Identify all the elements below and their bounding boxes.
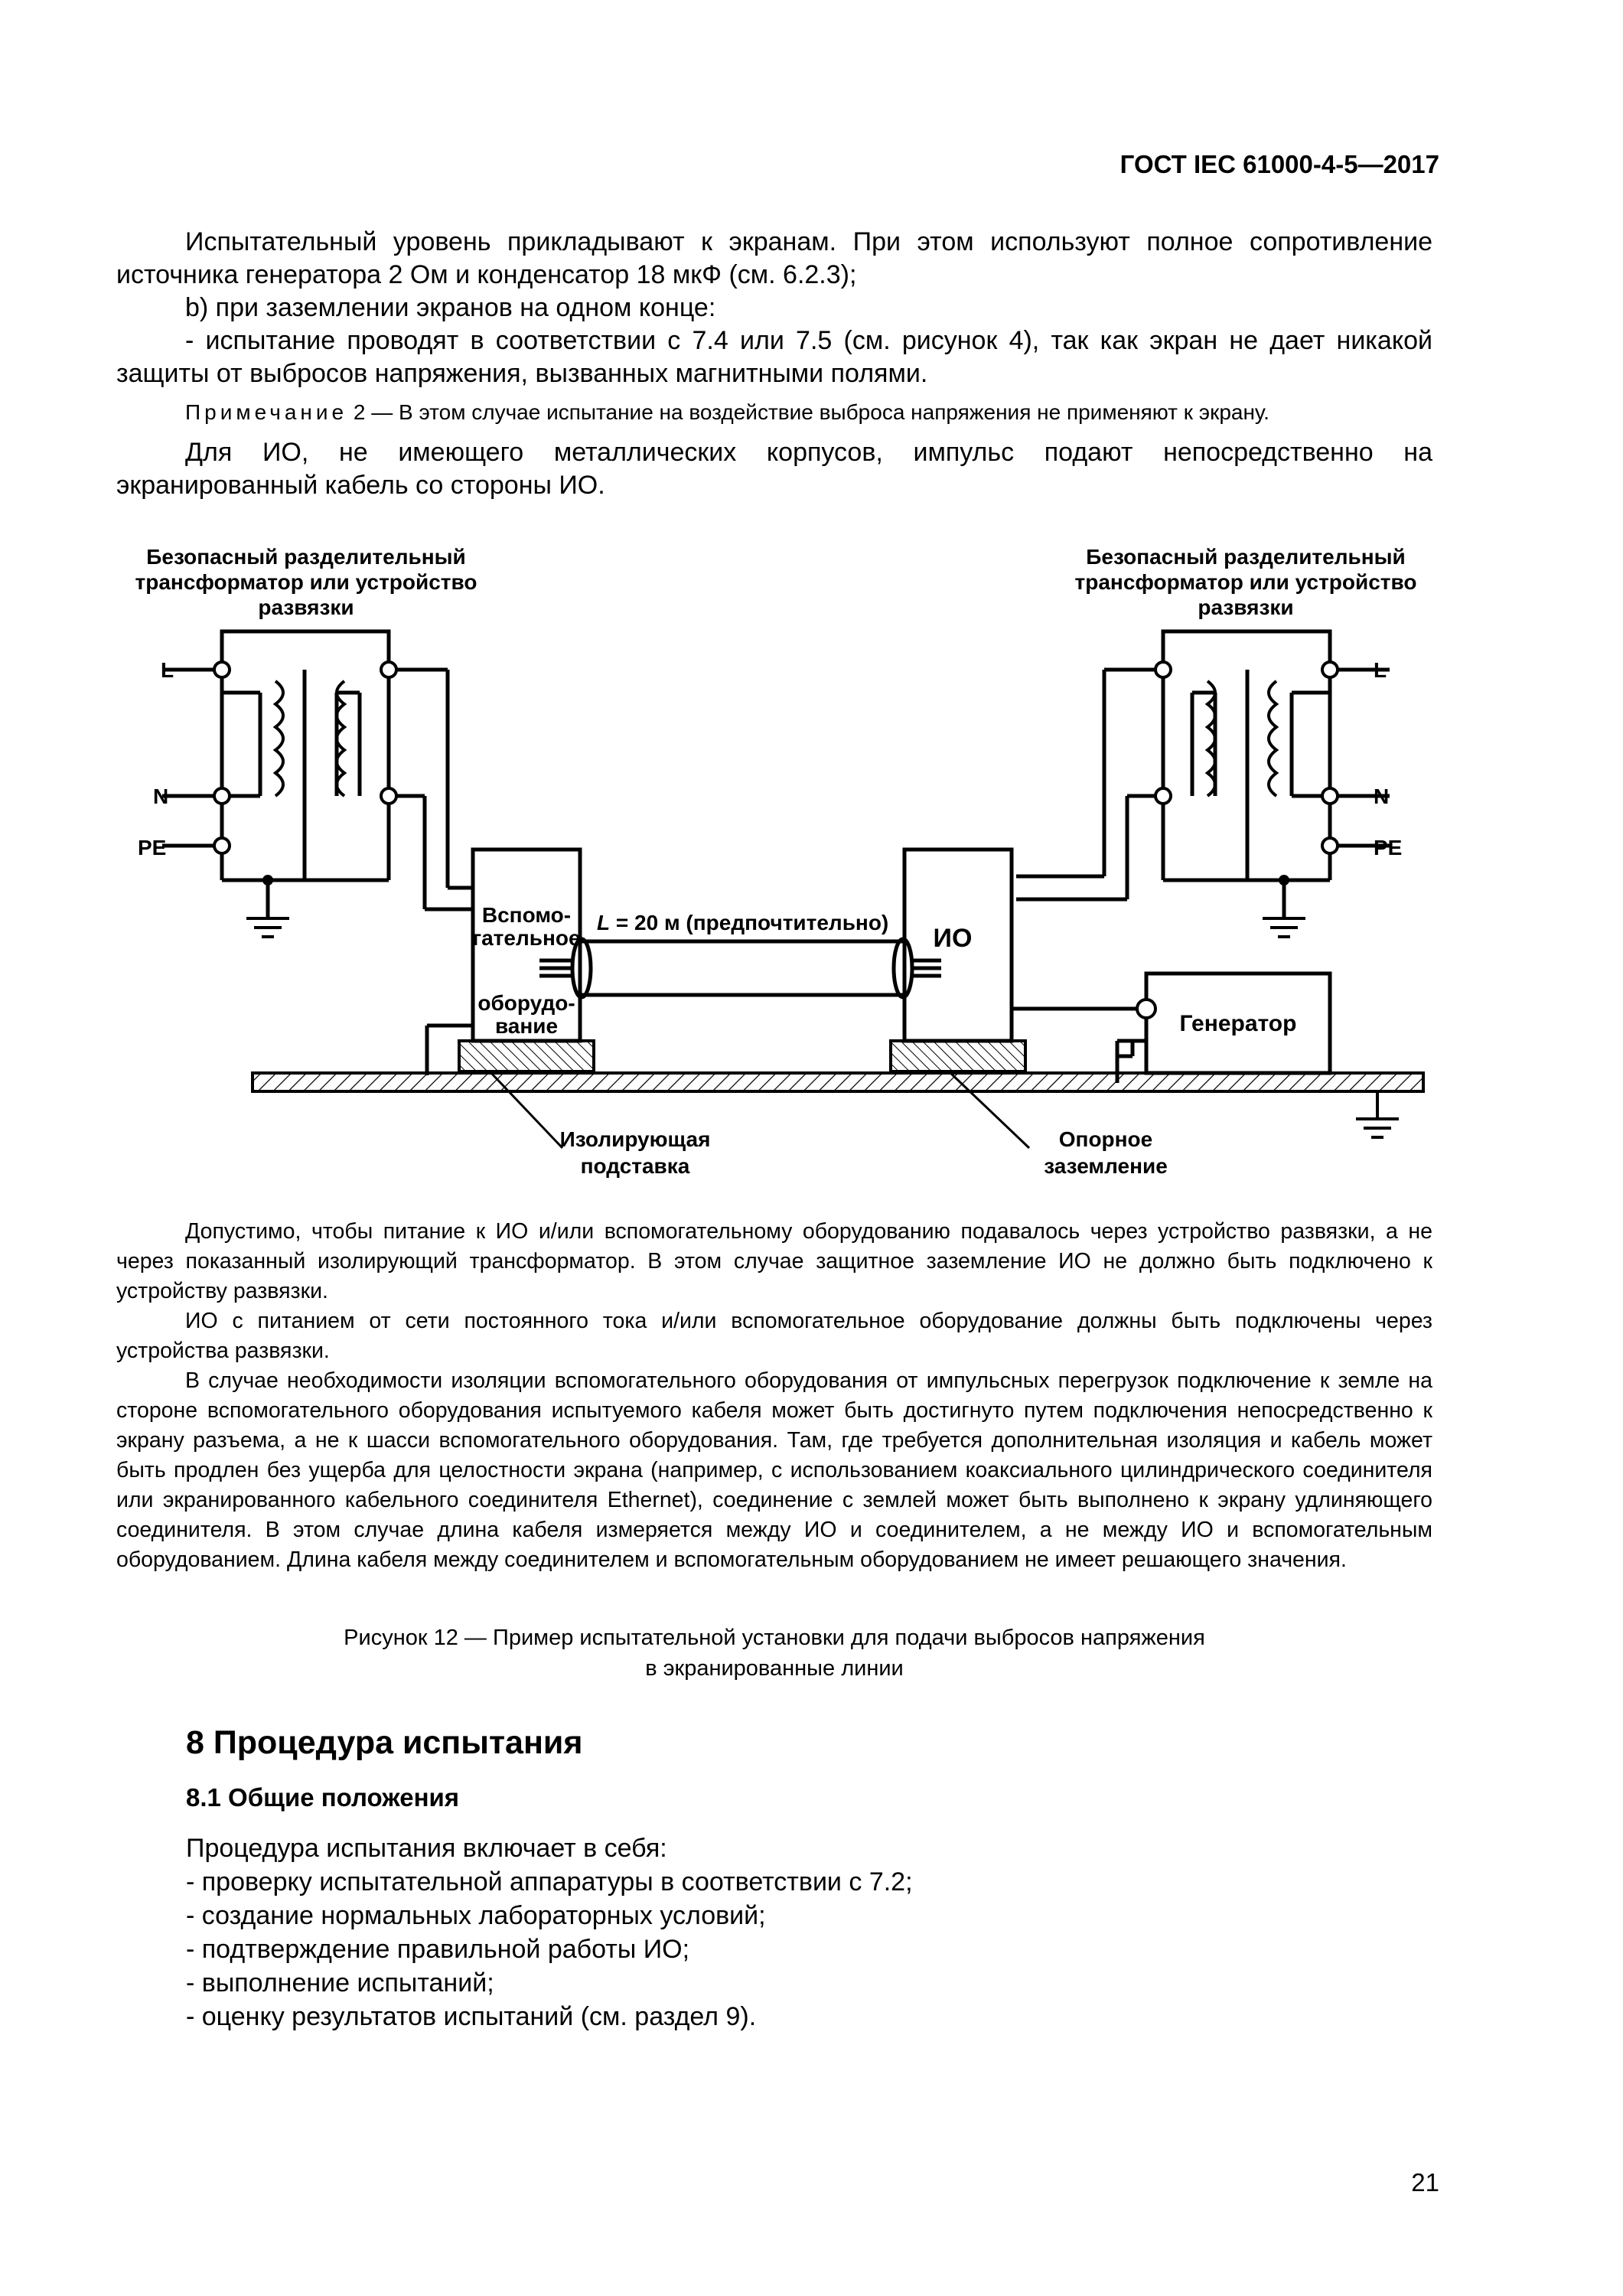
procedure-item: - оценку результатов испытаний (см. раздел 9). [186,2002,757,2031]
aux-label-4: вание [494,1014,559,1038]
generator-label: Генератор [1179,1011,1297,1036]
insulating-stand-left [459,1041,594,1071]
note-label: Примечание [185,400,348,424]
left-transformer-title-3: развязки [258,595,354,619]
paragraph-test-level: Испытательный уровень прикладывают к экранам. При этом используют полное сопротивление источника генератора 2 Ом и конденсатор 18 мкФ (см. 6.2.3); [116,227,1432,289]
left-coils [275,681,344,796]
right-label-l: L [1374,658,1387,682]
shielded-cable [539,939,941,997]
insulating-stand-right [891,1041,1025,1071]
standard-header: ГОСТ IEC 61000-4-5—2017 [1119,150,1439,178]
left-label-l: L [161,658,174,682]
figure-caption [116,1623,1432,1684]
eut-label: ИО [933,924,973,953]
procedure-item: - подтверждение правильной работы ИО; [186,1935,690,1964]
section-title: 8 Процедура испытания [186,1724,583,1761]
paragraph-single-end: b) при заземлении экранов на одном конце: [185,293,716,322]
insulating-stand-label-2: подставка [580,1154,690,1178]
left-transformer-title-2: трансформатор или устройство [135,570,477,594]
paragraph-non-metallic: Для ИО, не имеющего металлических корпусов, импульс подают непосредственно на экранированный кабель со стороны ИО. [116,438,1432,500]
left-transformer-title-1: Безопасный разделительный [146,545,466,569]
figure-note-1: Допустимо, чтобы питание к ИО и/или вспомогательному оборудованию подавалось через устройство развязки, а не через показанный изолирующий трансформатор. В этом случае защитное заземление ИО не должно быть подключено к устройству развязки. [116,1219,1432,1303]
aux-label-3: оборудо- [477,991,575,1015]
right-transformer-title-2: трансформатор или устройство [1074,570,1417,594]
intro-text [116,226,1432,502]
figure-note-3: В случае необходимости изоляции вспомогательного оборудования от импульсных перегрузок подключение к земле на стороне вспомогательного оборудования испытуемого кабеля может быть достигнуто путем подключения непосредственно к экрану разъема, а не к шасси вспомогательного оборудования. Там, где требуется дополнительная изоляция и кабель может быть продлен без ущерба для целостности экрана (например, с использованием коаксиального цилиндрического соединителя или экранированного кабельного соединителя Ethernet), соединение с землей может быть выполнено к экрану удлиняющего соединителя. В этом случае длина кабеля измеряется между ИО и соединителем, а не между ИО и вспомогательным оборудованием. Длина кабеля между соединителем и вспомогательным оборудованием не имеет решающего значения. [116,1368,1432,1572]
figure-note-2: ИО с питанием от сети постоянного тока и/или вспомогательное оборудование должны быть подключены через устройства развязки. [116,1309,1432,1363]
aux-label-1: Вспомо- [481,903,572,927]
procedure-item: - проверку испытательной аппаратуры в соответствии с 7.2; [186,1867,913,1896]
paragraph-test-procedure: - испытание проводят в соответствии с 7.4 или 7.5 (см. рисунок 4), так как экран не дает никакой защиты от выбросов напряжения, вызванных магнитными полями. [116,326,1432,388]
figure-caption-line-1: Рисунок 12 — Пример испытательной установки для подачи выбросов напряжения [344,1626,1205,1650]
generator-terminal [1137,1000,1155,1018]
aux-label-2: гательное [472,926,581,950]
left-label-pe: PE [138,836,167,859]
procedure-item: - выполнение испытаний; [186,1968,494,1998]
figure-caption-line-2: в экранированные линии [645,1656,904,1681]
note-text: 2 — В этом случае испытание на воздействие выброса напряжения не применяют к экрану. [347,400,1269,424]
cable-length-label [597,911,888,934]
page-number: 21 [1411,2168,1439,2197]
test-setup-diagram [0,520,1623,1194]
reference-ground-icon [1356,1091,1399,1137]
cable-length-var: L [597,911,611,934]
reference-ground-plane [253,1073,1423,1091]
figure-notes [116,1217,1432,1575]
right-label-pe: PE [1374,836,1403,859]
right-transformer-title-3: развязки [1198,595,1294,619]
right-transformer [1016,631,1390,937]
procedure-intro: Процедура испытания включает в себя: [186,1834,667,1863]
right-transformer-title-1: Безопасный разделительный [1086,545,1406,569]
insulating-stand-label-1: Изолирующая [559,1127,711,1151]
left-transformer [162,631,473,917]
subsection-title: 8.1 Общие положения [186,1783,460,1812]
note-2 [116,398,1432,427]
reference-ground-label-2: заземление [1044,1154,1168,1178]
cable-length-text: = 20 м (предпочтительно) [610,911,889,934]
left-label-n: N [153,784,169,808]
right-label-n: N [1374,784,1390,808]
reference-ground-label-1: Опорное [1058,1127,1153,1151]
procedure-item: - создание нормальных лабораторных условий; [186,1901,766,1930]
procedure-list [186,1831,913,2033]
